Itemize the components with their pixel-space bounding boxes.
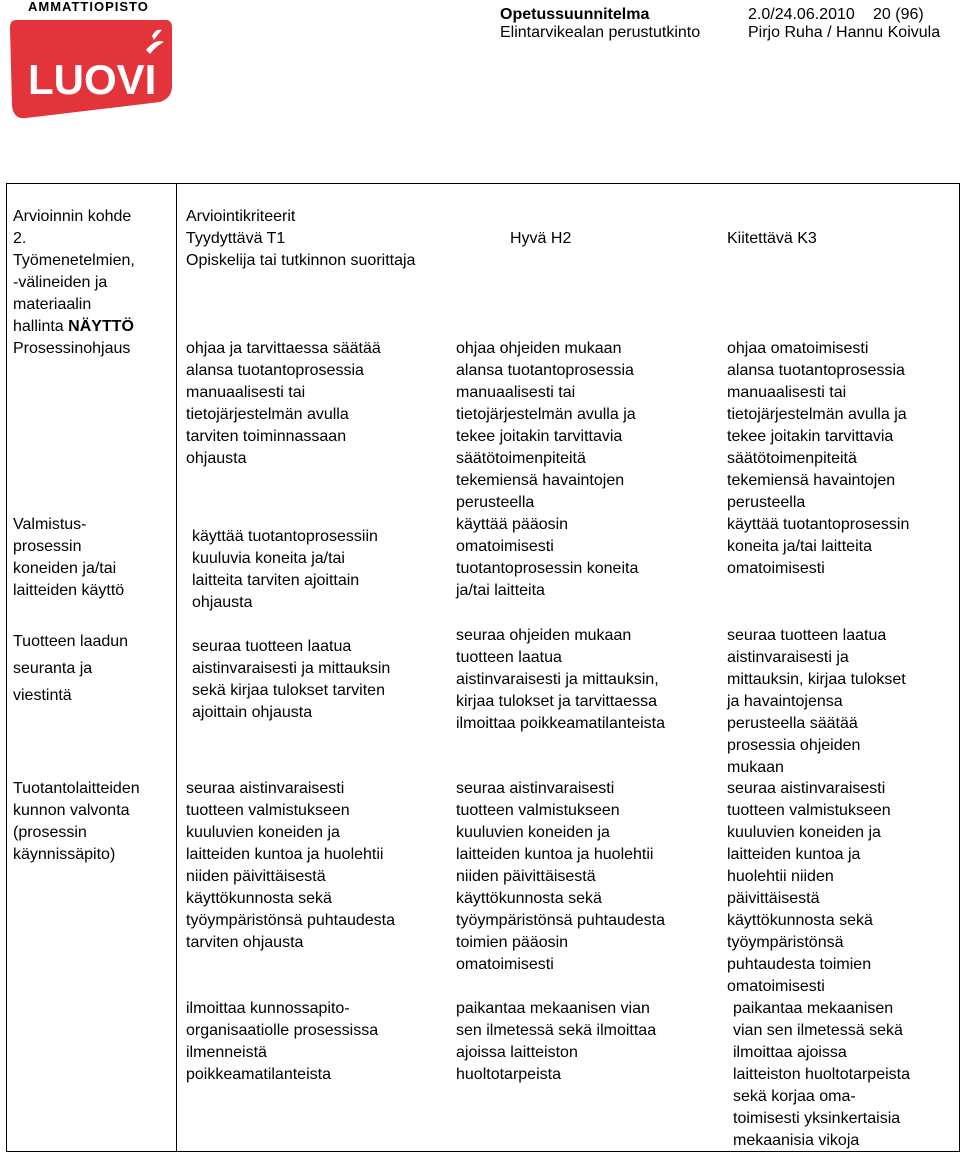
criteria-t1: ilmoittaa kunnossapito- organisaatiolle prosessissa ilmenneistä poikkeamatilanteista (186, 1000, 379, 1083)
table-border-top (6, 183, 960, 184)
level-h2: Hyvä H2 (510, 230, 572, 247)
criteria-k3: seuraa aistinvaraisesti tuotteen valmistukseen kuuluvien koneiden ja laitteiden kuntoa ja huolehtii niiden päivittäisestä käyttökunnosta sekä työympäristönsä puhtaudesta toimien omatoimisesti (727, 780, 891, 995)
criteria-h2: seuraa aistinvaraisesti tuotteen valmistukseen kuuluvien koneiden ja laitteiden kuntoa ja huolehtii niiden päivittäisestä käyttökunnosta sekä työympäristönsä puhtaudesta toimien pääosin omatoimisesti (456, 780, 666, 973)
criteria-k3: ohjaa omatoimisesti alansa tuotantoprosessia manuaalisesti tai tietojärjestelmän avulla ja tekee joitakin tarvittavia säätötoimenpiteitä tekemiensä havaintojen perusteella (727, 340, 907, 511)
level-t1: Tyydyttävä T1 (186, 230, 286, 247)
criteria-t1: seuraa tuotteen laatua aistinvaraisesti ja mittauksin sekä kirjaa tulokset tarviten ajoittain ohjausta (192, 638, 391, 721)
criteria-t1: seuraa aistinvaraisesti tuotteen valmistukseen kuuluvien koneiden ja laitteiden kuntoa ja huolehtii niiden päivittäisestä käyttökunnosta sekä työympäristönsä puhtaudesta tarviten ohjausta (186, 780, 396, 951)
criteria-k3: paikantaa mekaanisen vian sen ilmetessä sekä ilmoittaa ajoissa laitteiston huoltotarpeista sekä korjaa oma- toimisesti yksinkertaisia mekaanisia vikoja (733, 1000, 910, 1149)
doc-version: 2.0/24.06.2010 (748, 6, 855, 23)
level-k3: Kiitettävä K3 (727, 230, 817, 247)
criteria-h2: käyttää pääosin omatoimisesti tuotantoprosessin koneita ja/tai laitteita (456, 516, 639, 599)
criteria-h2: paikantaa mekaanisen vian sen ilmetessä sekä ilmoittaa ajoissa laitteiston huoltotarpeista (456, 1000, 657, 1083)
logo-top-text: AMMATTIOPISTO (28, 0, 149, 14)
criteria-h2: ohjaa ohjeiden mukaan alansa tuotantoprosessia manuaalisesti tai tietojärjestelmän avulla ja tekee joitakin tarvittavia säätötoimenpiteitä tekemiensä havaintojen perusteella (456, 340, 636, 511)
table-row-target: Tuotteen laadun seuranta ja viestintä (13, 633, 129, 704)
section-title (13, 228, 173, 338)
section-title-text: 2. Työmenetelmien, -välineiden ja materiaalin hallinta (13, 230, 135, 335)
table-border-left (6, 183, 7, 1152)
criteria-t1: käyttää tuotantoprosessiin kuuluvia koneita ja/tai laitteita tarviten ajoittain ohjausta (192, 528, 378, 611)
doc-subtitle: Elintarvikealan perustutkinto (500, 24, 701, 41)
table-row-target: Prosessinohjaus (13, 340, 131, 357)
criteria-h2: seuraa ohjeiden mukaan tuotteen laatua aistinvaraisesti ja mittauksin, kirjaa tulokset ja tarvittaessa ilmoittaa poikkeamatilanteista (456, 627, 665, 732)
subject-label: Opiskelija tai tutkinnon suorittaja (186, 252, 416, 269)
section-title-bold: NÄYTTÖ (68, 318, 134, 335)
table-row-target: Valmistus- prosessin koneiden ja/tai laitteiden käyttö (13, 516, 125, 599)
svg-text:LUOVI: LUOVI (28, 56, 157, 103)
criteria-k3: käyttää tuotantoprosessin koneita ja/tai laitteita omatoimisesti (727, 516, 910, 577)
col-criteria-header: Arviointikriteerit (186, 208, 296, 225)
page-number: 20 (96) (873, 6, 924, 23)
doc-authors: Pirjo Ruha / Hannu Koivula (748, 24, 941, 41)
luovi-logo (6, 16, 174, 120)
doc-title: Opetussuunnitelma (500, 6, 650, 23)
table-row-target: Tuotantolaitteiden kunnon valvonta (prosessin käynnissäpito) (13, 780, 140, 863)
col-target-header: Arvioinnin kohde (13, 208, 132, 225)
criteria-t1: ohjaa ja tarvittaessa säätää alansa tuotantoprosessia manuaalisesti tai tietojärjestelmän avulla tarviten toiminnassaan ohjausta (186, 340, 381, 467)
criteria-k3: seuraa tuotteen laatua aistinvaraisesti ja mittauksin, kirjaa tulokset ja havaintojensa perusteella säätää prosessia ohjeiden mukaan (727, 627, 906, 776)
table-divider-target (176, 183, 177, 1152)
